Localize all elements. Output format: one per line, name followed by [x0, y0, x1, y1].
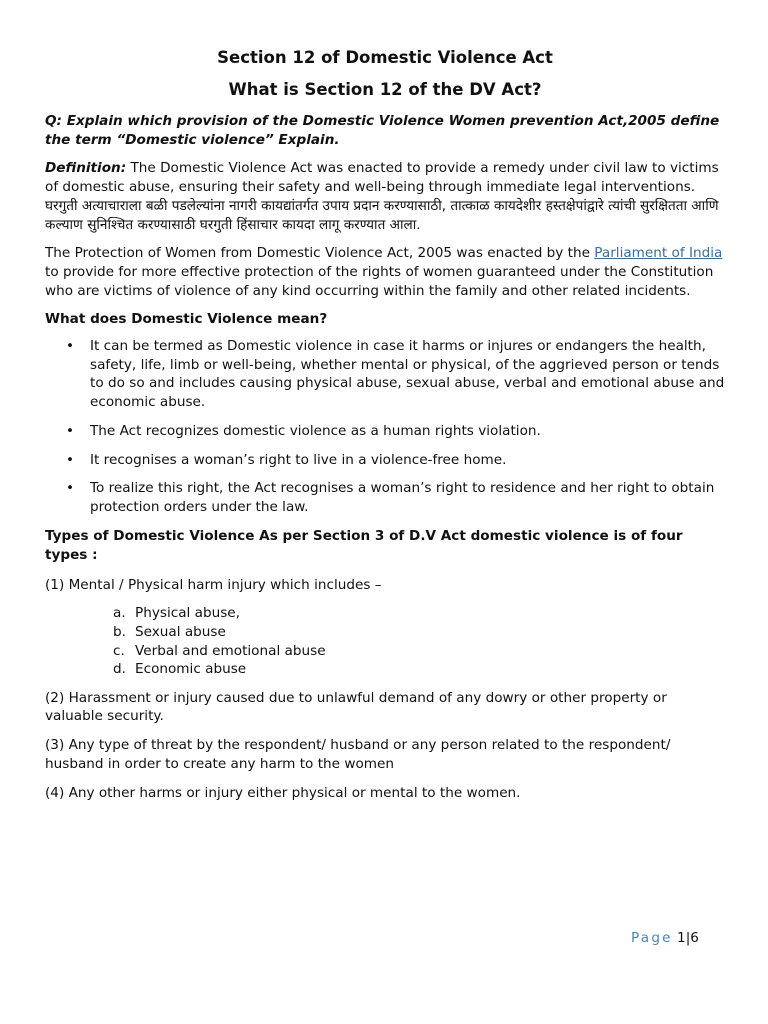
bullet-item: [45, 479, 725, 516]
bullet-text: It recognises a woman’s right to live in a violence-free home.: [90, 451, 507, 468]
bullet-icon: •: [66, 451, 75, 468]
page-footer: [631, 929, 699, 947]
sublist-text: Physical abuse,: [135, 605, 240, 622]
bullet-item: [45, 451, 725, 470]
meaning-heading: What does Domestic Violence mean?: [45, 311, 328, 328]
bullet-text: To realize this right, the Act recognises a woman’s right to residence and her right to obtain protection orders under the law.: [90, 480, 715, 515]
abuse-sublist: [45, 604, 725, 678]
sublist-marker: d.: [113, 661, 126, 678]
question-text: Q: Explain which provision of the Domestic Violence Women prevention Act,2005 define the term “Domestic violence” Explain.: [45, 113, 720, 148]
protection-paragraph: [45, 244, 725, 300]
bullet-icon: •: [66, 338, 75, 355]
meaning-bullet-list: [45, 337, 725, 517]
definition-paragraph: [45, 159, 725, 234]
sublist-item: [45, 604, 725, 623]
types-heading: Types of Domestic Violence As per Section 3 of D.V Act domestic violence is of four types :: [45, 527, 683, 564]
sublist-marker: a.: [113, 605, 126, 622]
sublist-item: [45, 642, 725, 661]
document-subtitle: What is Section 12 of the DV Act?: [228, 80, 542, 99]
sublist-item: [45, 623, 725, 642]
bullet-text: The Act recognizes domestic violence as a human rights violation.: [90, 422, 541, 439]
document-title: Section 12 of Domestic Violence Act: [217, 48, 553, 67]
parliament-of-india-link[interactable]: Parliament of India: [594, 245, 723, 262]
sublist-text: Verbal and emotional abuse: [135, 642, 326, 659]
type-1-text: (1) Mental / Physical harm injury which includes –: [45, 576, 382, 593]
document-page: [45, 47, 725, 802]
sublist-text: Economic abuse: [135, 661, 247, 678]
sublist-marker: b.: [113, 623, 126, 640]
sublist-text: Sexual abuse: [135, 623, 226, 640]
bullet-item: [45, 422, 725, 441]
bullet-item: [45, 337, 725, 412]
bullet-text: It can be termed as Domestic violence in case it harms or injures or endangers the health, safety, life, limb or well-being, whether mental or physical, of the aggrieved person or tends to do so and includes causing physical abuse, sexual abuse, verbal and emotional abuse and economic abuse.: [90, 338, 725, 411]
protection-text-post: to provide for more effective protection of the rights of women guaranteed under the Constitution who are victims of violence of any kind occurring within the family and other related incidents.: [45, 263, 714, 299]
sublist-marker: c.: [113, 642, 125, 659]
bullet-icon: •: [66, 422, 75, 439]
page-number: 1|6: [677, 930, 699, 946]
page-label: Page: [631, 930, 673, 946]
type-4-text: (4) Any other harms or injury either physical or mental to the women.: [45, 784, 521, 801]
type-3-text: (3) Any type of threat by the respondent/ husband or any person related to the respondent/ husband in order to create any harm to the women: [45, 737, 671, 772]
definition-label: Definition:: [45, 160, 127, 177]
definition-text: The Domestic Violence Act was enacted to provide a remedy under civil law to victims of domestic abuse, ensuring their safety and well-being through immediate legal interventions. घरगुती अत्याचाराला बळी पडलेल्यांना नागरी कायद्यांतर्गत उपाय प्रदान करण्यासाठी, तात्काळ कायदेशीर हस्तक्षेपांद्वारे त्यांची सुरक्षितता आणि कल्याण सुनिश्चित करण्यासाठी घरगुती हिंसाचार कायदा लागू करण्यात आला.: [45, 160, 719, 233]
bullet-icon: •: [66, 480, 75, 497]
sublist-item: [45, 660, 725, 679]
type-2-text: (2) Harassment or injury caused due to unlawful demand of any dowry or other property or valuable security.: [45, 689, 667, 725]
protection-text-pre: The Protection of Women from Domestic Violence Act, 2005 was enacted by the: [45, 245, 595, 262]
